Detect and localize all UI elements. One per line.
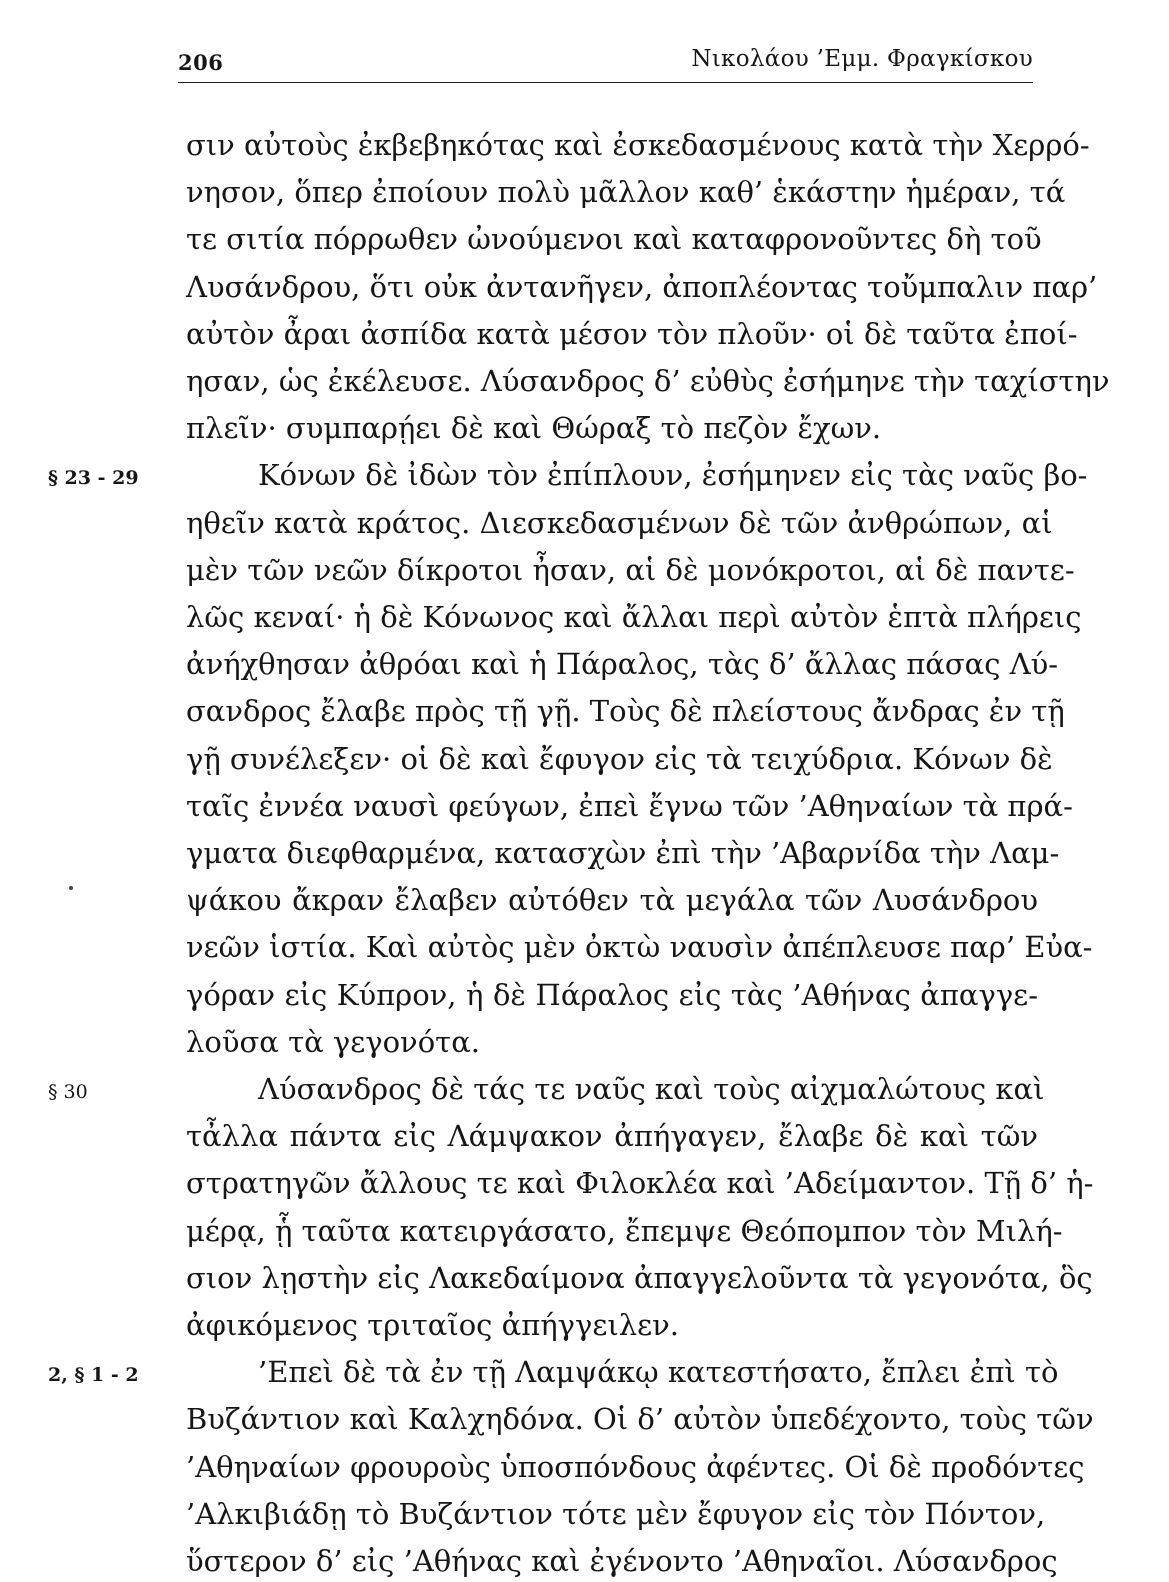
running-head: Νικολάου ’Εμμ. Φραγκίσκου [691, 46, 1033, 72]
text-line: τἆλλα πάντα εἰς Λάμψακον ἀπήγαγεν, ἔλαβε δὲ καὶ τῶν [186, 1119, 1038, 1153]
text-line: ’Αθηναίων φρουροὺς ὑποσπόνδους ἀφέντες. Οἱ δὲ προδόντες [186, 1450, 1085, 1484]
text-line: ψάκου ἄκραν ἔλαβεν αὐτόθεν τὰ μεγάλα τῶν Λυσάνδρου [186, 883, 1038, 917]
text-line: νησον, ὅπερ ἐποίουν πολὺ μᾶλλον καθ’ ἑκάστην ἡμέραν, τά [186, 175, 1066, 209]
text-line: ησαν, ὡς ἐκέλευσε. Λύσανδρος δ’ εὐθὺς ἐσήμηνε τὴν ταχίστην [186, 364, 1110, 398]
text-line: ηθεῖν κατὰ κράτος. Διεσκεδασμένων δὲ τῶν ἀνθρώπων, αἱ [186, 506, 1053, 540]
text-line: νεῶν ἱστία. Καὶ αὐτὸς μὲν ὀκτὼ ναυσὶν ἀπέπλευσε παρ’ Εὐα- [186, 930, 1093, 964]
margin-reference-23-29: § 23 - 29 [48, 467, 139, 489]
margin-reference-2-1-2: 2, § 1 - 2 [48, 1364, 139, 1386]
text-line: στρατηγῶν ἄλλους τε καὶ Φιλοκλέα καὶ ’Αδείμαντον. Τῇ δ’ ἡ- [186, 1166, 1094, 1200]
text-line: τε σιτία πόρρωθεν ὠνούμενοι καὶ καταφρονοῦντες δὴ τοῦ [186, 222, 1042, 256]
text-line: Βυζάντιον καὶ Καλχηδόνα. Οἱ δ’ αὐτὸν ὑπεδέχοντο, τοὺς τῶν [186, 1402, 1094, 1436]
text-line: ἀφικόμενος τριταῖος ἀπήγγειλεν. [186, 1308, 679, 1342]
text-line: σανδρος ἔλαβε πρὸς τῇ γῇ. Τοὺς δὲ πλείστους ἄνδρας ἐν τῇ [186, 694, 1065, 728]
text-line: πλεῖν· συμπαρῄει δὲ καὶ Θώραξ τὸ πεζὸν ἔχων. [186, 411, 882, 445]
text-line: Λυσάνδρου, ὅτι οὐκ ἀντανῆγεν, ἀποπλέοντας τοὔμπαλιν παρ’ [186, 270, 1098, 304]
text-line: σιν αὐτοὺς ἐκβεβηκότας καὶ ἐσκεδασμένους κατὰ τὴν Χερρό- [186, 128, 1090, 162]
paragraph-first-line: Λύσανδρος δὲ τάς τε ναῦς καὶ τοὺς αἰχμαλώτους καὶ [258, 1072, 1045, 1106]
text-line: ἀνήχθησαν ἀθρόαι καὶ ἡ Πάραλος, τὰς δ’ ἄλλας πάσας Λύ- [186, 647, 1059, 681]
text-line: σιον λῃστὴν εἰς Λακεδαίμονα ἀπαγγελοῦντα τὰ γεγονότα, ὃς [186, 1261, 1093, 1295]
text-line: ταῖς ἐννέα ναυσὶ φεύγων, ἐπεὶ ἔγνω τῶν ’Αθηναίων τὰ πρά- [186, 789, 1073, 823]
paragraph-first-line: ’Επεὶ δὲ τὰ ἐν τῇ Λαμψάκῳ κατεστήσατο, ἔπλει ἐπὶ τὸ [258, 1355, 1059, 1389]
text-line: λοῦσα τὰ γεγονότα. [186, 1025, 480, 1059]
text-line: μέρᾳ, ᾗ ταῦτα κατειργάσατο, ἔπεμψε Θεόπομπον τὸν Μιλή- [186, 1214, 1063, 1248]
text-line: γματα διεφθαρμένα, κατασχὼν ἐπὶ τὴν ’Αβαρνίδα τὴν Λαμ- [186, 836, 1060, 870]
text-line: αὐτὸν ἆραι ἀσπίδα κατὰ μέσον τὸν πλοῦν· οἱ δὲ ταῦτα ἐποί- [186, 317, 1078, 351]
text-line: γόραν εἰς Κύπρον, ἡ δὲ Πάραλος εἰς τὰς ’Αθήνας ἀπαγγε- [186, 978, 1038, 1012]
text-line: ’Αλκιβιάδῃ τὸ Βυζάντιον τότε μὲν ἔφυγον εἰς τὸν Πόντον, [186, 1497, 1046, 1531]
margin-reference-30: § 30 [48, 1081, 88, 1103]
text-line: ὕστερον δ’ εἰς ’Αθήνας καὶ ἐγένοντο ’Αθηναῖοι. Λύσανδρος [186, 1544, 1058, 1578]
text-line: λῶς κεναί· ἡ δὲ Κόνωνος καὶ ἄλλαι περὶ αὐτὸν ἑπτὰ πλήρεις [186, 600, 1082, 634]
text-line: μὲν τῶν νεῶν δίκροτοι ἦσαν, αἱ δὲ μονόκροτοι, αἱ δὲ παντε- [186, 553, 1075, 587]
text-line: γῇ συνέλεξεν· οἱ δὲ καὶ ἔφυγον εἰς τὰ τειχύδρια. Κόνων δὲ [186, 742, 1053, 776]
page-number: 206 [178, 50, 224, 75]
paragraph-first-line: Κόνων δὲ ἰδὼν τὸν ἐπίπλουν, ἐσήμηνεν εἰς τὰς ναῦς βο- [258, 458, 1088, 492]
